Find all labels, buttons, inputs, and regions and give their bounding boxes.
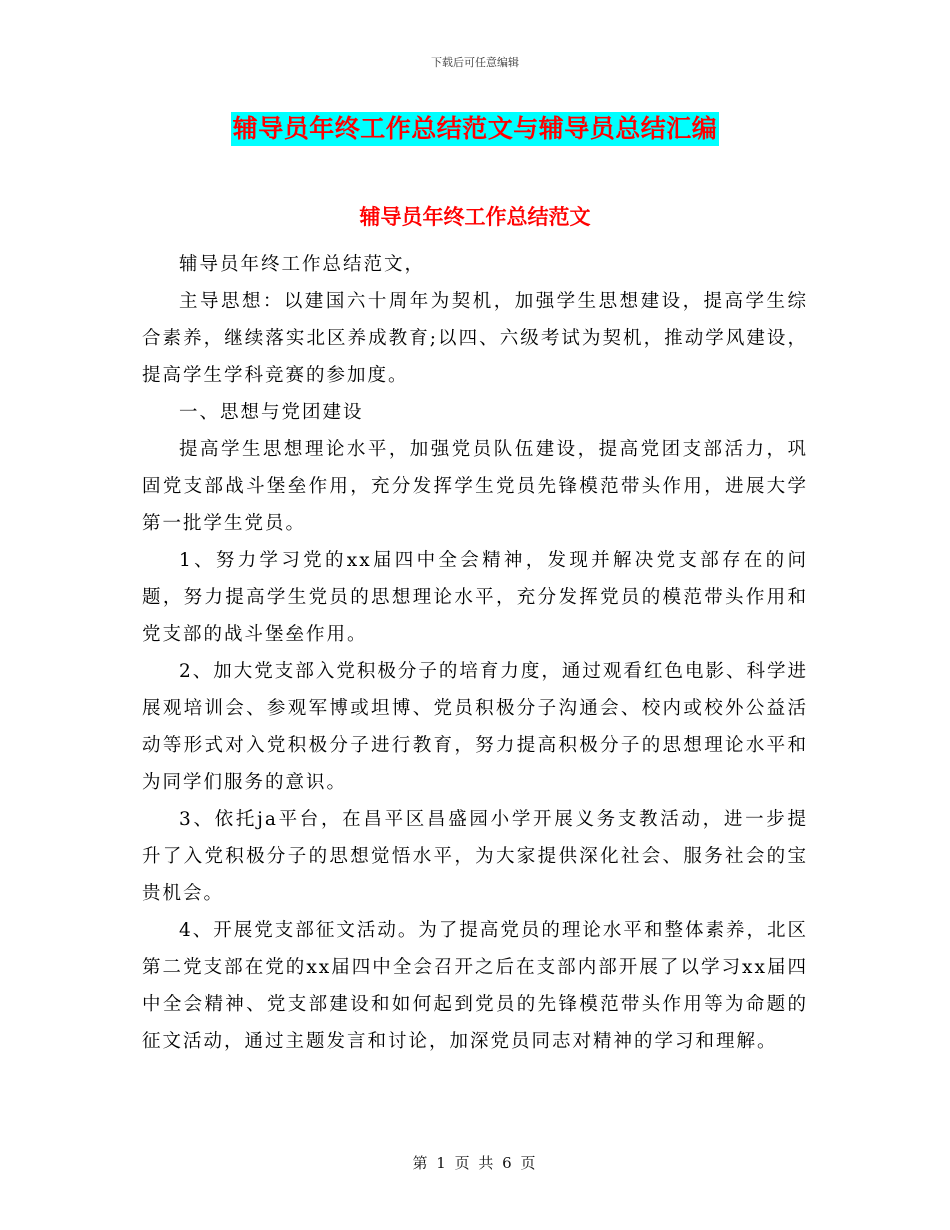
list-item-4: 4、开展党支部征文活动。为了提高党员的理论水平和整体素养，北区第二党支部在党的xx届四中全会召开之后在支部内部开展了以学习xx届四中全会精神、党支部建设和如何起到党员的先锋模范带头作用等为命题的征文活动，通过主题发言和讨论，加深党员同志对精神的学习和理解。 — [142, 920, 808, 1052]
main-title-container — [0, 112, 950, 146]
main-title: 辅导员年终工作总结范文与辅导员总结汇编 — [231, 112, 720, 146]
section-title: 辅导员年终工作总结范文 — [359, 205, 591, 229]
list-item-1: 1、努力学习党的xx届四中全会精神，发现并解决党支部存在的问题，努力提高学生党员的思想理论水平，充分发挥党员的模范带头作用和党支部的战斗堡垒作用。 — [142, 550, 808, 645]
document-body — [142, 246, 808, 1060]
paragraph-party-overview: 提高学生思想理论水平，加强党员队伍建设，提高党团支部活力，巩固党支部战斗堡垒作用，充分发挥学生党员先锋模范带头作用，进展大学第一批学生党员。 — [142, 439, 808, 534]
page-number-footer: 第 1 页 共 6 页 — [412, 1154, 538, 1172]
list-item-3: 3、依托ja平台，在昌平区昌盛园小学开展义务支教活动，进一步提升了入党积极分子的思想觉悟水平，为大家提供深化社会、服务社会的宝贵机会。 — [142, 809, 808, 904]
section-heading-party-building: 一、思想与党团建设 — [179, 402, 364, 423]
paragraph-intro: 辅导员年终工作总结范文， — [179, 254, 426, 275]
header-note: 下载后可任意编辑 — [431, 56, 519, 69]
paragraph-guiding-idea: 主导思想：以建国六十周年为契机，加强学生思想建设，提高学生综合素养，继续落实北区养成教育;以四、六级考试为契机，推动学风建设，提高学生学科竞赛的参加度。 — [142, 291, 808, 386]
list-item-2: 2、加大党支部入党积极分子的培育力度，通过观看红色电影、科学进展观培训会、参观军博或坦博、党员积极分子沟通会、校内或校外公益活动等形式对入党积极分子进行教育，努力提高积极分子的思想理论水平和为同学们服务的意识。 — [142, 661, 808, 793]
